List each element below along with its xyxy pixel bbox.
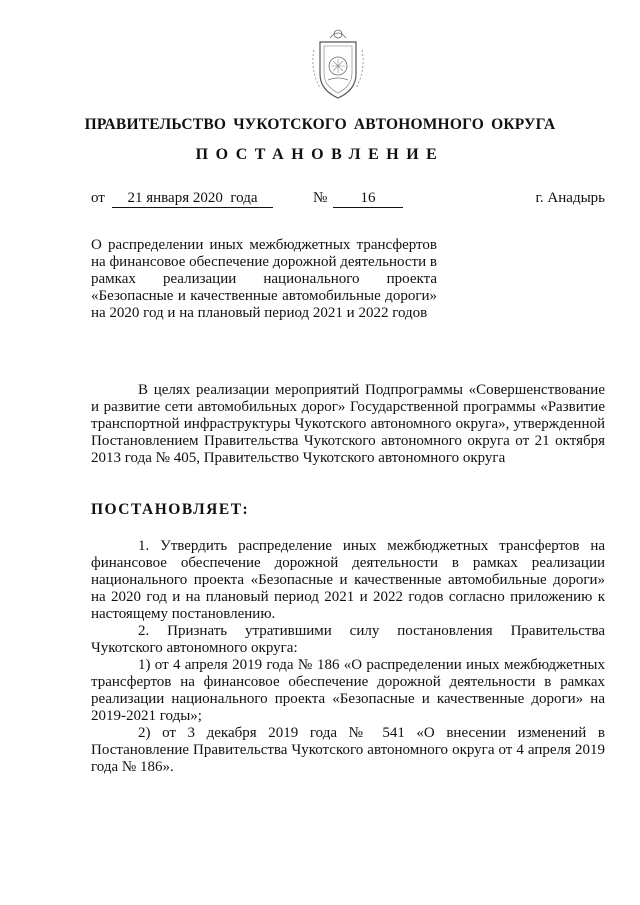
government-name: ПРАВИТЕЛЬСТВО ЧУКОТСКОГО АВТОНОМНОГО ОКРУГА [84,116,556,133]
number-prefix: № [313,190,328,206]
document-meta [91,190,605,210]
list-item: 2) от 3 декабря 2019 года № 541 «О внесении изменений в Постановление Правительства Чукотского автономного округа от 4 апреля 2019 года № 186». [91,725,605,775]
city: г. Анадырь [535,190,605,206]
document-type: ПОСТАНОВЛЕНИЕ [195,146,445,163]
list-item: 2. Признать утратившими силу постановления Правительства Чукотского автономного округа: [91,623,605,656]
list-item: 1) от 4 апреля 2019 года № 186 «О распределении иных межбюджетных трансфертов на финансовое обеспечение дорожной деятельности в рамках реализации национального проекта «Безопасные и качественные дороги» на 2019-2021 годы»; [91,657,605,724]
document-date: 21 января 2020 года [112,190,273,208]
list-item: 1. Утвердить распределение иных межбюджетных трансфертов на финансовое обеспечение дорожной деятельности в рамках реализации национального проекта «Безопасные и качественные автомобильные дороги» на 2020 год и на плановый период 2021 и 2022 годов согласно приложению к настоящему постановлению. [91,538,605,622]
preamble-block [91,382,605,467]
resolution-items [91,538,605,776]
date-prefix: от [91,190,105,206]
document-number: 16 [333,190,403,208]
preamble-text: В целях реализации мероприятий Подпрограммы «Совершенствование и развитие сети автомобильных дорог» Государственной программы «Развитие транспортной инфраструктуры Чукотского автономного округа», утвержденной Постановлением Правительства Чукотского автономного округа от 21 октября 2013 года № 405, Правительство Чукотского автономного округа [91,382,605,466]
emblem-icon [300,20,376,108]
resolves-heading: ПОСТАНОВЛЯЕТ: [91,501,250,518]
document-subject: О распределении иных межбюджетных трансфертов на финансовое обеспечение дорожной деятельности в рамках реализации национального проекта «Безопасные и качественные автомобильные дороги» на 2020 год и на плановый период 2021 и 2022 годов [91,237,437,321]
